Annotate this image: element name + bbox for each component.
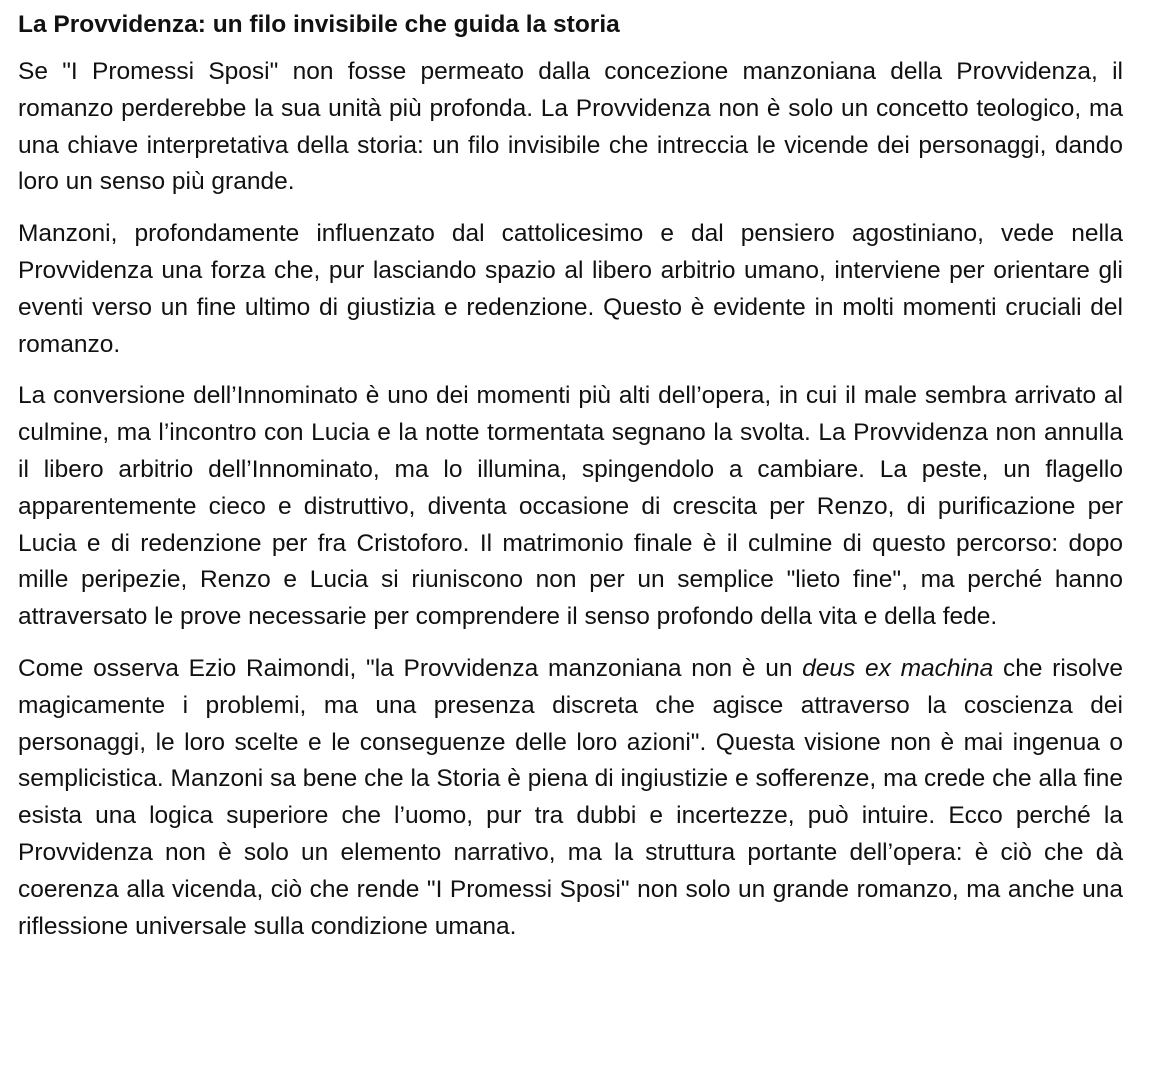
quote-text-after: che risolve magicamente i problemi, ma una presenza discreta che agisce attraverso la coscienza dei personaggi, le loro scelte e le conseguenze delle loro azioni". Questa visione non è mai ingenua o semplicistica. Manzoni sa bene che la Storia è piena di ingiustizie e sofferenze, ma crede che alla fine esista una logica superiore che l’uomo, pur tra dubbi e incertezze, può intuire. Ecco perché la Provvidenza non è solo un elemento narrativo, ma la struttura portante dell’opera: è ciò che dà coerenza alla vicenda, ciò che rende "I Promessi Sposi" non solo un grande romanzo, ma anche una riflessione universale sulla condizione umana. — [18, 654, 1123, 940]
paragraph-innominato-conversion: La conversione dell’Innominato è uno dei momenti più alti dell’opera, in cui il male sembra arrivato al culmine, ma l’incontro con Lucia e la notte tormentata segnano la svolta. La Provvidenza non annulla il libero arbitrio dell’Innominato, ma lo illumina, spingendolo a cambiare. La peste, un flagello apparentemente cieco e distruttivo, diventa occasione di crescita per Renzo, di purificazione per Lucia e di redenzione per fra Cristoforo. Il matrimonio finale è il culmine di questo percorso: dopo mille peripezie, Renzo e Lucia si riuniscono non per un semplice "lieto fine", ma perché hanno attraversato le prove necessarie per comprendere il senso profondo della vita e della fede. — [18, 382, 1123, 631]
paragraph-raimondi-quote — [18, 651, 1123, 945]
quote-italic-phrase: deus ex machina — [802, 654, 994, 682]
paragraph-intro: Se "I Promessi Sposi" non fosse permeato dalla concezione manzoniana della Provvidenza, il romanzo perderebbe la sua unità più profonda. La Provvidenza non è solo un concetto teologico, ma una chiave interpretativa della storia: un filo invisibile che intreccia le vicende dei personaggi, dando loro un senso più grande. — [18, 58, 1123, 196]
document-title: La Provvidenza: un filo invisibile che guida la storia — [18, 11, 620, 38]
paragraph-manzoni-influence: Manzoni, profondamente influenzato dal cattolicesimo e dal pensiero agostiniano, vede nella Provvidenza una forza che, pur lasciando spazio al libero arbitrio umano, interviene per orientare gli eventi verso un fine ultimo di giustizia e redenzione. Questo è evidente in molti momenti cruciali del romanzo. — [18, 220, 1123, 358]
quote-text-before: Come osserva Ezio Raimondi, "la Provvidenza manzoniana non è un — [18, 654, 803, 682]
